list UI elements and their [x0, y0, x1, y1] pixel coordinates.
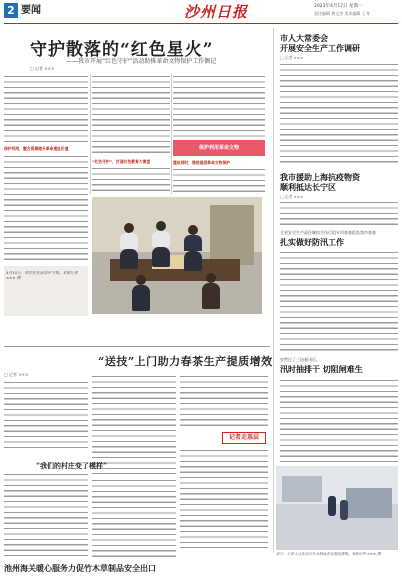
right-story-3-title: 扎实做好防汛工作 [280, 237, 344, 247]
body-text-lines [173, 167, 265, 194]
top-rule [4, 23, 398, 24]
second-byline: □ 记者 ××× [4, 372, 29, 377]
editor-line: 责任编辑 黄文杰 美术编辑 王冬 [314, 11, 370, 16]
photo-figure [340, 500, 348, 520]
body-text-lines [173, 74, 265, 138]
right-story-1-byline: □ 记者 ××× [280, 55, 304, 60]
body-text-lines [280, 378, 398, 462]
body-text-lines [280, 200, 398, 226]
photo-figure [328, 496, 336, 516]
paper-logo: 沙州日报 [184, 3, 249, 21]
subhead-2: “红色守护”，打造红色教育大课堂 [92, 159, 151, 164]
right-story-4-kicker: 安然过了三场春汛后， [280, 357, 320, 362]
main-column-3 [173, 74, 265, 194]
photo-caption: 4月15日，同学们在活动中下棋。本报记者 ××× 摄 [6, 270, 78, 281]
photo-figure [152, 221, 170, 267]
secondary-photo-caption: 近日，工作人员在出口竹木制品企业查验货物。本报记者 ××× 摄 [276, 552, 381, 556]
sub-headline: “我们的村庄变了模样” [36, 461, 108, 470]
body-text-lines [4, 154, 88, 262]
column-rule [273, 28, 274, 553]
body-text-lines [92, 478, 176, 558]
second-headline: “送技”上门助力春茶生产提质增效 [98, 355, 273, 368]
ribbon-banner [173, 140, 265, 156]
body-text-lines [4, 472, 88, 558]
reporter-badge [222, 432, 266, 444]
masthead [0, 0, 402, 24]
secondary-photo [276, 466, 398, 550]
body-text-lines [4, 380, 88, 450]
body-text-lines [180, 448, 268, 548]
body-text-lines [280, 62, 398, 166]
subhead-3: 建设同时，推进基层革命文物保护 [173, 160, 230, 165]
right-story-2-title: 我市援助上海抗疫物资 [280, 172, 360, 182]
ribbon-text: 保护利用革命文物 [198, 145, 239, 151]
main-photo [92, 197, 262, 314]
photo-figure [184, 225, 202, 271]
column-rule [90, 74, 91, 194]
right-story-3-kicker: 全省安全生产责任制综合执行组专项督查组赴我市督查 [280, 230, 376, 235]
right-story-4-title: 汛时抽排干 切阻闸难生 [280, 364, 363, 374]
date-line: 2023年4月17日 星期一 [314, 4, 363, 9]
body-text-lines [4, 74, 88, 144]
badge-text: 记者走基层 [228, 434, 259, 441]
right-story-1-title: 市人大常委会 [280, 33, 328, 43]
main-byline: □ 记者 ××× [30, 66, 55, 71]
right-story-2-title-2: 顺利抵达长宁区 [280, 182, 336, 192]
photo-figure [202, 273, 220, 309]
main-column-1 [4, 74, 88, 262]
right-story-1-title-2: 开展安全生产工作调研 [280, 43, 360, 53]
photo-caption-box [4, 266, 88, 316]
photo-cabinet [210, 205, 254, 265]
photo-shelf [282, 476, 322, 502]
section-name: 要闻 [21, 5, 41, 16]
subhead-1: 保护利用，整合资源提升革命遗址价值 [4, 146, 69, 151]
body-text-lines [92, 166, 170, 194]
main-subheadline: ——我市开展“红色守护”活动助推革命文物保护工作侧记 [66, 58, 217, 65]
body-text-lines [92, 374, 176, 474]
body-text-lines [92, 74, 170, 156]
bottom-headline: 池州海关暖心服务力促竹木草制品安全出口 [4, 563, 156, 573]
main-headline: 守护散落的“红色星火” [30, 40, 214, 60]
body-text-lines [180, 374, 268, 430]
photo-figure [132, 275, 150, 311]
main-column-2 [92, 74, 170, 194]
section-rule [4, 346, 270, 347]
photo-crates [346, 488, 392, 518]
right-story-2-byline: □ 记者 ××× [280, 194, 304, 199]
body-text-lines [280, 250, 398, 352]
photo-figure [120, 223, 138, 269]
page-number: 2 [4, 3, 18, 18]
column-rule [171, 74, 172, 194]
